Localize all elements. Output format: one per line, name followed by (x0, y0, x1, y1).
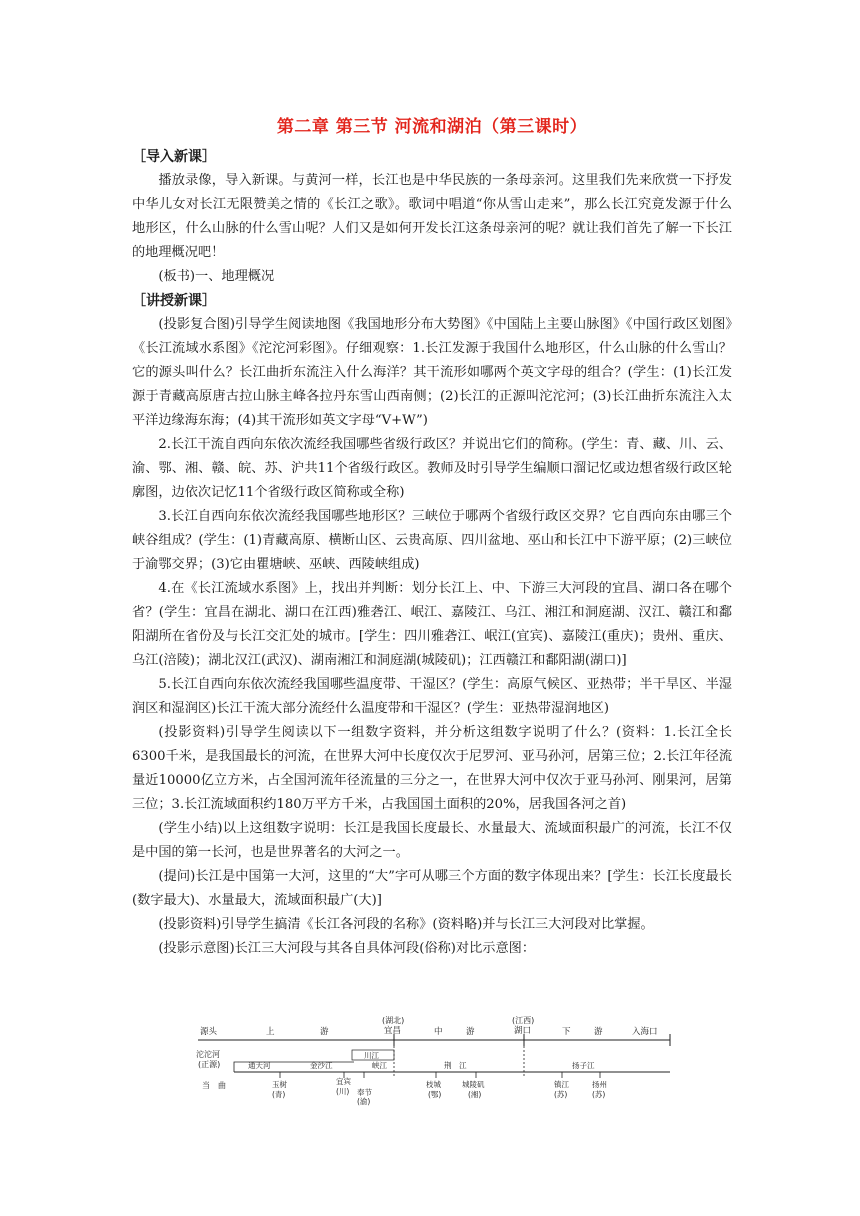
jing-label: 荆 江 (444, 1061, 467, 1070)
xia-label: 峡江 (372, 1061, 387, 1070)
zhengyuan-label: (正源) (198, 1060, 221, 1069)
city-zhenjiang-abbr: (苏) (554, 1090, 568, 1099)
diagram-svg (194, 1016, 674, 1106)
city-yushu-abbr: (青) (272, 1090, 286, 1099)
middle-label-2: 游 (466, 1027, 475, 1037)
estuary-label: 入海口 (632, 1027, 658, 1037)
city-fengjie-abbr: (渝) (357, 1097, 371, 1106)
dangqu-label: 当 曲 (202, 1081, 226, 1090)
lecture-paragraph: (投影资料)引导学生阅读以下一组数字资料，并分析这组数字说明了什么？(资料：1.长江全长6300千米，是我国最长的河流，在世界大河中长度仅次于尼罗河、亚马孙河，居第三位；2.长江年径流量近10000亿立方米，占全国河流年径流量的三分之一，在世界大河中仅次于亚马孙河、刚果河，居第三位；3.长江流域面积约180万平方千米，占我国国土面积的20%，居我国各河之首) (132, 725, 733, 812)
lecture-paragraph: (投影示意图)长江三大河段与其各自具体河段(俗称)对比示意图： (158, 941, 536, 956)
hukou-label: 湖口 (514, 1026, 532, 1036)
yichang-province: (湖北) (382, 1016, 405, 1025)
city-yangzhou-abbr: (苏) (592, 1090, 606, 1099)
upper-label-1: 上 (266, 1027, 275, 1037)
source-label: 源头 (200, 1027, 218, 1037)
city-yushu: 玉树 (272, 1080, 287, 1089)
lecture-paragraph: 4.在《长江流域水系图》上，找出并判断：划分长江上、中、下游三大河段的宜昌、湖口各在哪个省？(学生：宜昌在湖北、湖口在江西)雅砻江、岷江、嘉陵江、乌江、湘江和洞庭湖、汉江、赣江和鄱阳湖所在省份及与长江交汇处的城市。[学生：四川雅砻江、岷江(宜宾)、嘉陵江(重庆)；贵州、重庆、乌江(涪陵)；湖北汉江(武汉)、湖南湘江和洞庭湖(城陵矶)；江西赣江和鄱阳湖(湖口)] (132, 581, 732, 668)
middle-label-1: 中 (434, 1027, 443, 1037)
lower-label-2: 游 (594, 1027, 603, 1037)
jinsha-label: 金沙江 (310, 1061, 333, 1070)
city-yibin-abbr: (川) (336, 1087, 350, 1096)
document-title: 第二章 第三节 河流和湖泊（第三课时） (276, 117, 588, 137)
city-chenglingji-abbr: (湘) (468, 1090, 482, 1099)
blackboard-note: (板书)一、地理概况 (158, 269, 275, 284)
chuan-label: 川江 (364, 1051, 379, 1060)
city-yibin: 宜宾 (336, 1077, 351, 1086)
yichang-label: 宜昌 (384, 1026, 402, 1036)
intro-paragraph: 播放录像，导入新课。与黄河一样，长江也是中华民族的一条母亲河。这里我们先来欣赏一下抒发中华儿女对长江无限赞美之情的《长江之歌》。歌词中唱道“你从雪山走来”，那么长江究竟发源于什么地形区，什么山脉的什么雪山呢？人们又是如何开发长江这条母亲河的呢？就让我们首先了解一下长江的地理概况吧！ (132, 173, 732, 260)
lecture-paragraph: 5.长江自西向东依次流经我国哪些温度带、干湿区？(学生：高原气候区、亚热带；半干旱区、半湿润区和湿润区)长江干流大部分流经什么温度带和干湿区？(学生：亚热带湿润地区) (132, 677, 732, 716)
city-fengjie: 奉节 (357, 1088, 372, 1097)
tongtian-label: 通天河 (248, 1061, 271, 1070)
lower-label-1: 下 (562, 1027, 571, 1037)
upper-label-2: 游 (320, 1027, 329, 1037)
yangzi-label: 扬子江 (572, 1061, 595, 1070)
hukou-province: (江西) (512, 1016, 535, 1025)
city-zhicheng: 枝城 (426, 1080, 441, 1089)
city-yangzhou: 扬州 (592, 1080, 607, 1089)
document-page (132, 112, 732, 961)
lecture-paragraph: (投影复合图)引导学生阅读地图《我国地形分布大势图》《中国陆上主要山脉图》《中国行政区划图》《长江流域水系图》《沱沱河彩图》。仔细观察：1.长江发源于我国什么地形区，什么山脉的什么雪山？它的源头叫什么？长江曲折东流注入什么海洋？其干流形如哪两个英文字母的组合？(学生：(1)长江发源于青藏高原唐古拉山脉主峰各拉丹东雪山西南侧；(2)长江的正源叫沱沱河；(3)长江曲折东流注入太平洋边缘海东海；(4)其干流形如英文字母“V+W”) (132, 317, 732, 428)
city-chenglingji: 城陵矶 (462, 1080, 485, 1089)
tuotuo-label: 沱沱河 (196, 1050, 220, 1059)
lecture-paragraph: (投影资料)引导学生搞清《长江各河段的名称》(资料略)并与长江三大河段对比掌握。 (158, 917, 654, 932)
city-zhicheng-abbr: (鄂) (428, 1090, 442, 1099)
lecture-paragraph: (提问)长江是中国第一大河，这里的“大”字可从哪三个方面的数字体现出来？[学生：长江长度最长(数字最大)、水量最大，流域面积最广(大)] (132, 869, 732, 908)
lecture-paragraph: (学生小结)以上这组数字说明：长江是我国长度最长、水量最大、流域面积最广的河流，长江不仅是中国的第一长河，也是世界著名的大河之一。 (132, 821, 732, 860)
lecture-paragraph: 2.长江干流自西向东依次流经我国哪些省级行政区？并说出它们的简称。(学生：青、藏、川、云、渝、鄂、湘、赣、皖、苏、沪共11个省级行政区。教师及时引导学生编顺口溜记忆或边想省级行政区轮廓图，边依次记忆11个省级行政区简称或全称) (132, 437, 732, 500)
lecture-paragraph: 3.长江自西向东依次流经我国哪些地形区？三峡位于哪两个省级行政区交界？它自西向东由哪三个峡谷组成？(学生：(1)青藏高原、横断山区、云贵高原、四川盆地、巫山和长江中下游平原；(2)三峡位于渝鄂交界；(3)它由瞿塘峡、巫峡、西陵峡组成) (132, 509, 732, 572)
yangtze-sections-diagram (194, 1016, 674, 1106)
city-zhenjiang: 镇江 (554, 1080, 569, 1089)
intro-heading: ［导入新课］ (132, 149, 216, 165)
lecture-heading: ［讲授新课］ (132, 293, 216, 309)
